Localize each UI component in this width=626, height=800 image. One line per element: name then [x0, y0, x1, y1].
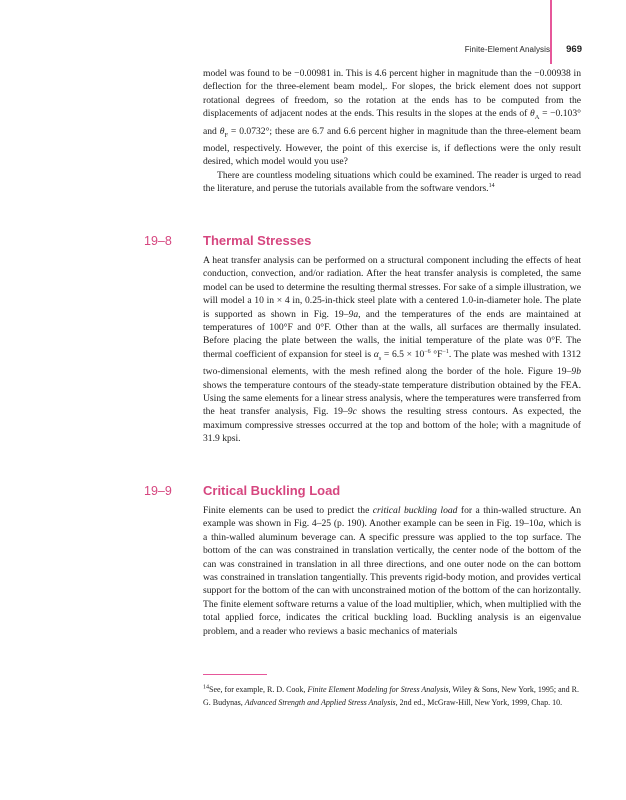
- cited-title: Advanced Strength and Applied Stress Analysis: [244, 698, 396, 707]
- section-title: Thermal Stresses: [203, 233, 312, 248]
- running-head: [465, 44, 582, 55]
- section-heading-19-9: [144, 483, 584, 498]
- section-19-8-body: [203, 254, 581, 446]
- defined-term: critical buckling load: [372, 505, 458, 516]
- section-number: 19–8: [144, 234, 172, 248]
- intro-paragraph-1: model was found to be −0.00981 in. This is 4.6 percent higher in magnitude than the −0.00938 in deflection for the three-element beam model,. For slopes, the brick element does not support rotational degrees of freedom, so the rotation at the ends has to be computed from the displacements of adjacent nodes at the ends. This results in the slopes at the ends of $\theta_A = -0.103^\circ$ and $\theta_F = 0.0732^\circ$; these are 6.7 and 6.6 percent higher in magnitude than the three-element beam model, respectively. However, the point of this exercise is, if deflections were the only result desired, which model would you use?: [203, 68, 581, 168]
- footnote-marker: 14: [203, 684, 209, 691]
- page-number: 969: [566, 44, 582, 55]
- section-19-9-body: [203, 504, 581, 638]
- buckling-paragraph: Finite elements can be used to predict the critical buckling load for a thin-walled structure. An example was shown in Fig. 4–25 (p. 190). Another example can be seen in Fig. 19–10a, which is a thin-walled aluminum beverage can. A specific pressure was applied to the top surface. The bottom of the can was constrained in translation vertically, the center node of the bottom of the can was constrained in translation in all three directions, and one outer node on the can bottom was constrained in translation tangentially. This prevents rigid-body motion, and provides vertical support for the bottom of the can with unconstrained motion of the bottom of the can horizontally. The finite element software returns a value of the load multiplier, which, when multiplied with the total applied force, indicates the critical buckling load. Buckling analysis is an eigenvalue problem, and a reader who reviews a basic mechanics of materials: [203, 505, 581, 637]
- running-title: Finite-Element Analysis: [464, 45, 551, 54]
- footnote-ref-14: 14: [488, 182, 495, 189]
- thermal-stresses-paragraph: A heat transfer analysis can be performed on a structural component including the effects of heat conduction, convection, and/or radiation. After the heat transfer analysis is completed, the same model can be used to determine the resulting thermal stresses. For sake of a simple illustration, we will model a 10 in × 4 in, 0.25-in-thick steel plate with a centered 1.0-in-diameter hole. The plate is supported as shown in Fig. 19–9a, and the temperatures of the ends are maintained at temperatures of 100°F and 0°F. Other than at the walls, all surfaces are thermally insulated. Before placing the plate between the walls, the initial temperature of the plate was 0°F. The thermal coefficient of expansion for steel is $\alpha_s = 6.5 \times 10^{-6}$ $^\circ F^{-1}$. The plate was meshed with 1312 two-dimensional elements, with the mesh refined along the border of the hole. Figure 19–9b shows the temperature contours of the steady-state temperature distribution obtained by the FEA. Using the same elements for a linear stress analysis, where the temperatures were transferred from the heat transfer analysis, Fig. 19–9c shows the resulting stress contours. As expected, the maximum compressive stresses occurred at the top and bottom of the hole; with a magnitude of 31.9 kpsi.: [203, 255, 581, 445]
- footnote-rule: [203, 674, 267, 675]
- section-title: Critical Buckling Load: [203, 483, 341, 498]
- intro-text: [203, 67, 581, 195]
- cited-title: Finite Element Modeling for Stress Analysis: [307, 685, 449, 694]
- intro-paragraph-2: There are countless modeling situations which could be examined. The reader is urged to read the literature, and peruse the tutorials available from the software vendors.$^{14}$: [203, 169, 581, 195]
- theta-f-subscript: F: [224, 131, 229, 139]
- section-heading-19-8: [144, 233, 584, 248]
- theta-a-subscript: A: [534, 114, 540, 122]
- footnote-14: $^{14}$See, for example, R. D. Cook, Finite Element Modeling for Stress Analysis, Wiley & Sons, New York, 1995; and R. G. Budynas, Advanced Strength and Applied Stress Analysis, 2nd ed., McGraw-Hill, New York, 1999, Chap. 10.: [203, 684, 579, 707]
- section-number: 19–9: [144, 484, 172, 498]
